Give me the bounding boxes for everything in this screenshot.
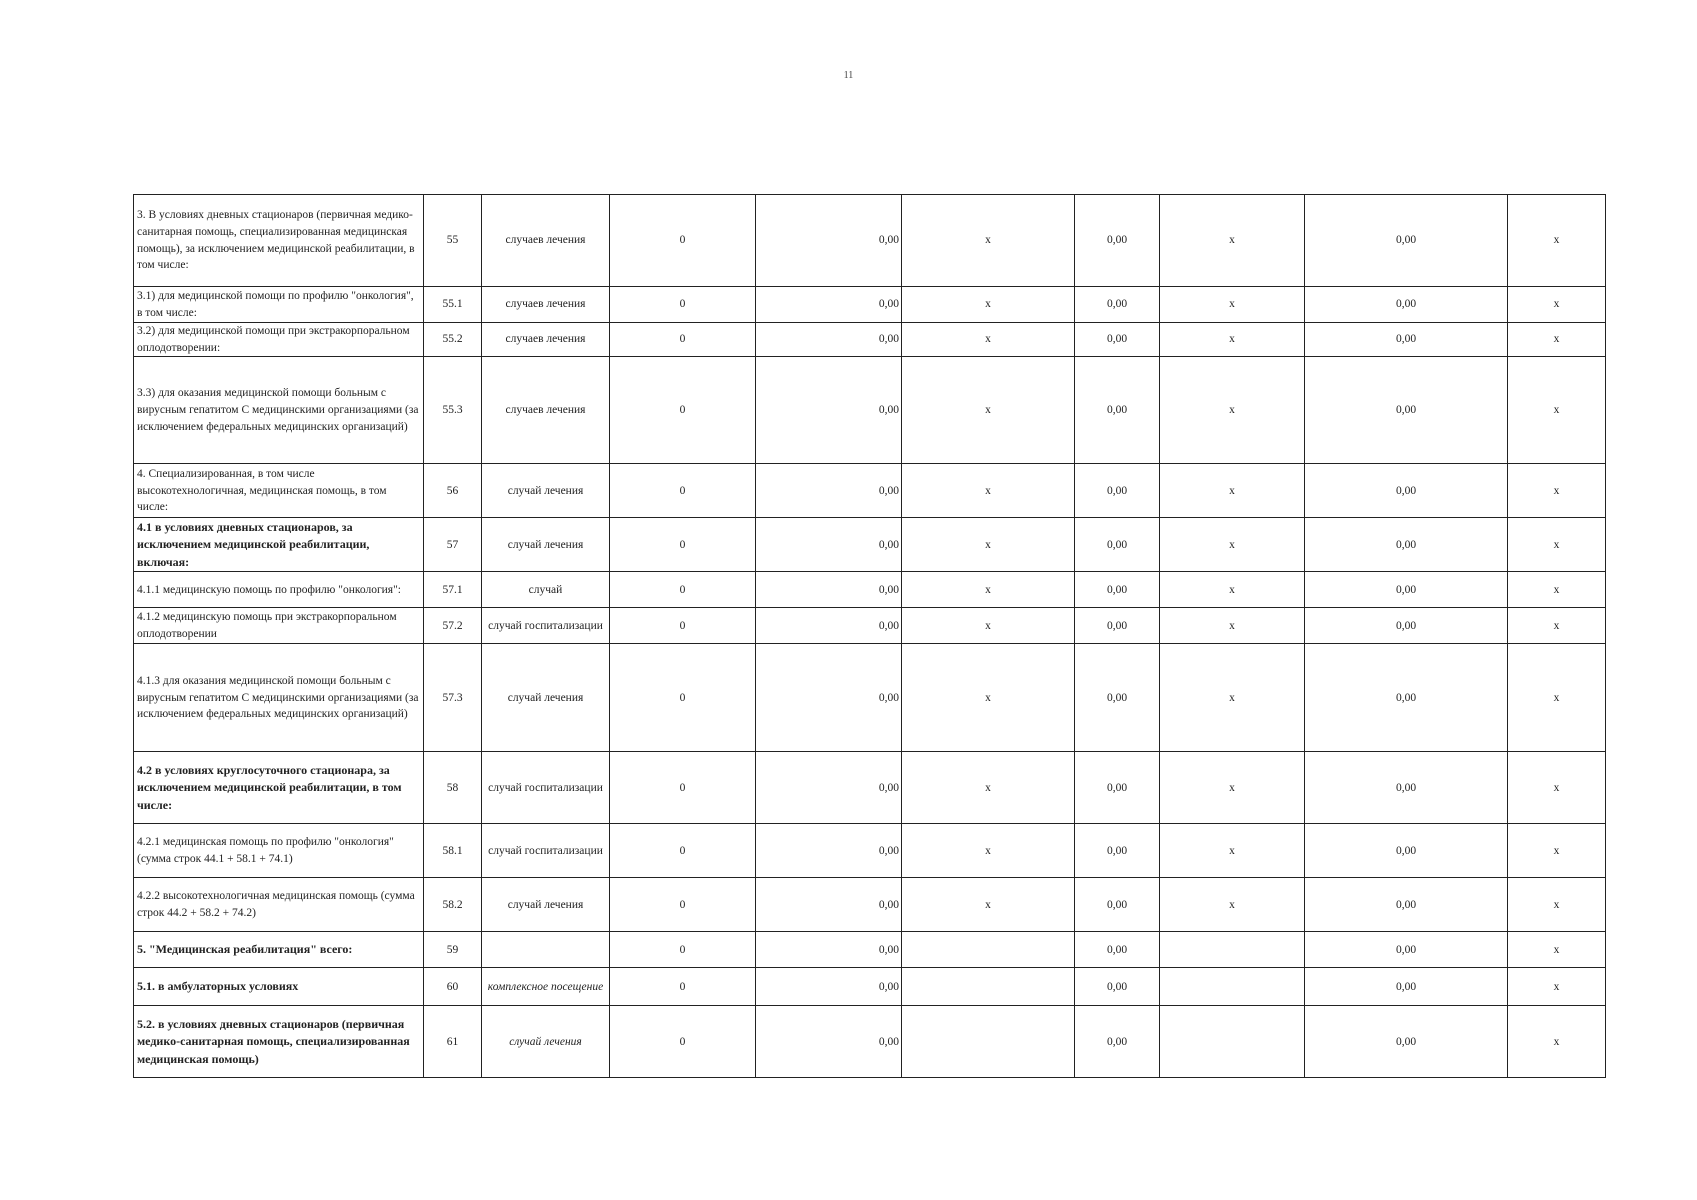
- row-value-5: 0,00: [756, 464, 902, 518]
- row-code: 61: [424, 1006, 482, 1078]
- row-value-6: x: [902, 323, 1075, 357]
- row-value-10: x: [1508, 357, 1606, 464]
- row-code: 59: [424, 932, 482, 968]
- row-name: 4.1.2 медицинскую помощь при экстракорпоральном оплодотворении: [134, 608, 424, 644]
- row-value-6: x: [902, 644, 1075, 752]
- row-value-4: 0: [610, 608, 756, 644]
- row-value-5: 0,00: [756, 518, 902, 572]
- row-value-8: x: [1160, 572, 1305, 608]
- row-value-8: x: [1160, 518, 1305, 572]
- row-name: 4.1.1 медицинскую помощь по профилю "онкология":: [134, 572, 424, 608]
- row-value-4: 0: [610, 572, 756, 608]
- row-code: 57: [424, 518, 482, 572]
- row-value-7: 0,00: [1075, 932, 1160, 968]
- row-value-9: 0,00: [1305, 824, 1508, 878]
- row-unit: случай: [482, 572, 610, 608]
- row-value-7: 0,00: [1075, 357, 1160, 464]
- row-value-10: x: [1508, 195, 1606, 287]
- row-name: 5.2. в условиях дневных стационаров (первичная медико-санитарная помощь, специализированная медицинская помощь): [134, 1006, 424, 1078]
- row-value-4: 0: [610, 464, 756, 518]
- row-value-10: x: [1508, 644, 1606, 752]
- row-code: 57.1: [424, 572, 482, 608]
- row-name: 4.2.2 высокотехнологичная медицинская помощь (сумма строк 44.2 + 58.2 + 74.2): [134, 878, 424, 932]
- row-value-8: x: [1160, 464, 1305, 518]
- row-value-6: x: [902, 357, 1075, 464]
- row-value-9: 0,00: [1305, 464, 1508, 518]
- row-value-9: 0,00: [1305, 357, 1508, 464]
- row-value-10: x: [1508, 824, 1606, 878]
- row-value-8: x: [1160, 752, 1305, 824]
- row-code: 55: [424, 195, 482, 287]
- row-unit: случай госпитализации: [482, 608, 610, 644]
- row-value-7: 0,00: [1075, 878, 1160, 932]
- table-body: [134, 195, 1606, 1078]
- table-row: [134, 824, 1606, 878]
- row-value-10: x: [1508, 752, 1606, 824]
- row-value-8: x: [1160, 287, 1305, 323]
- row-name: 3. В условиях дневных стационаров (первичная медико-санитарная помощь, специализированная медицинская помощь), за исключением медицинской реабилитации, в том числе:: [134, 195, 424, 287]
- row-value-9: 0,00: [1305, 518, 1508, 572]
- row-unit: случай лечения: [482, 1006, 610, 1078]
- row-value-8: x: [1160, 323, 1305, 357]
- table-row: [134, 464, 1606, 518]
- row-value-5: 0,00: [756, 752, 902, 824]
- row-unit: случай лечения: [482, 878, 610, 932]
- row-value-4: 0: [610, 824, 756, 878]
- row-value-5: 0,00: [756, 824, 902, 878]
- row-value-4: 0: [610, 287, 756, 323]
- row-value-5: 0,00: [756, 572, 902, 608]
- row-value-7: 0,00: [1075, 608, 1160, 644]
- row-unit: случаев лечения: [482, 323, 610, 357]
- row-name: 3.1) для медицинской помощи по профилю "онкология", в том числе:: [134, 287, 424, 323]
- table-row: [134, 644, 1606, 752]
- row-value-5: 0,00: [756, 357, 902, 464]
- row-unit: случай лечения: [482, 464, 610, 518]
- row-value-4: 0: [610, 518, 756, 572]
- row-value-9: 0,00: [1305, 608, 1508, 644]
- row-value-7: 0,00: [1075, 1006, 1160, 1078]
- row-name: 3.3) для оказания медицинской помощи больным с вирусным гепатитом С медицинскими организациями (за исключением федеральных медицинских организаций): [134, 357, 424, 464]
- row-code: 56: [424, 464, 482, 518]
- row-code: 57.2: [424, 608, 482, 644]
- row-value-10: x: [1508, 932, 1606, 968]
- row-value-10: x: [1508, 1006, 1606, 1078]
- row-value-9: 0,00: [1305, 572, 1508, 608]
- table-row: [134, 608, 1606, 644]
- row-value-5: 0,00: [756, 287, 902, 323]
- page-number: 11: [843, 70, 854, 81]
- row-value-6: x: [902, 195, 1075, 287]
- row-value-8: x: [1160, 644, 1305, 752]
- row-value-5: 0,00: [756, 195, 902, 287]
- row-code: 60: [424, 968, 482, 1006]
- row-value-4: 0: [610, 323, 756, 357]
- row-code: 57.3: [424, 644, 482, 752]
- row-name: 4.1.3 для оказания медицинской помощи больным с вирусным гепатитом С медицинскими организациями (за исключением федеральных медицинских организаций): [134, 644, 424, 752]
- row-unit: случай лечения: [482, 644, 610, 752]
- row-name: 4. Специализированная, в том числе высокотехнологичная, медицинская помощь, в том числе:: [134, 464, 424, 518]
- row-value-10: x: [1508, 878, 1606, 932]
- row-unit: случай госпитализации: [482, 824, 610, 878]
- row-value-4: 0: [610, 195, 756, 287]
- row-value-8: x: [1160, 878, 1305, 932]
- row-value-8: [1160, 968, 1305, 1006]
- row-name: 5. "Медицинская реабилитация" всего:: [134, 932, 424, 968]
- table-row: [134, 357, 1606, 464]
- row-value-4: 0: [610, 644, 756, 752]
- row-value-4: 0: [610, 878, 756, 932]
- row-value-7: 0,00: [1075, 968, 1160, 1006]
- row-value-7: 0,00: [1075, 464, 1160, 518]
- row-code: 58.2: [424, 878, 482, 932]
- table-row: [134, 518, 1606, 572]
- row-value-10: x: [1508, 518, 1606, 572]
- table-row: [134, 968, 1606, 1006]
- row-value-6: x: [902, 572, 1075, 608]
- row-value-5: 0,00: [756, 932, 902, 968]
- row-value-7: 0,00: [1075, 752, 1160, 824]
- row-unit: [482, 932, 610, 968]
- row-value-6: x: [902, 608, 1075, 644]
- table-row: [134, 572, 1606, 608]
- row-value-10: x: [1508, 572, 1606, 608]
- row-value-8: x: [1160, 195, 1305, 287]
- row-value-6: [902, 1006, 1075, 1078]
- row-value-9: 0,00: [1305, 932, 1508, 968]
- row-value-7: 0,00: [1075, 518, 1160, 572]
- row-name: 3.2) для медицинской помощи при экстракорпоральном оплодотворении:: [134, 323, 424, 357]
- row-value-8: [1160, 1006, 1305, 1078]
- row-value-6: x: [902, 878, 1075, 932]
- row-value-9: 0,00: [1305, 752, 1508, 824]
- table-row: [134, 932, 1606, 968]
- row-value-9: 0,00: [1305, 968, 1508, 1006]
- row-value-7: 0,00: [1075, 323, 1160, 357]
- row-value-7: 0,00: [1075, 824, 1160, 878]
- row-value-8: x: [1160, 824, 1305, 878]
- row-value-7: 0,00: [1075, 195, 1160, 287]
- row-value-9: 0,00: [1305, 323, 1508, 357]
- table-row: [134, 878, 1606, 932]
- row-code: 55.2: [424, 323, 482, 357]
- row-value-6: [902, 968, 1075, 1006]
- table-row: [134, 323, 1606, 357]
- row-value-10: x: [1508, 464, 1606, 518]
- row-code: 55.1: [424, 287, 482, 323]
- row-value-10: x: [1508, 608, 1606, 644]
- table-row: [134, 195, 1606, 287]
- row-value-7: 0,00: [1075, 644, 1160, 752]
- row-value-7: 0,00: [1075, 287, 1160, 323]
- row-value-9: 0,00: [1305, 1006, 1508, 1078]
- row-value-6: x: [902, 518, 1075, 572]
- row-name: 4.2.1 медицинская помощь по профилю "онкология" (сумма строк 44.1 + 58.1 + 74.1): [134, 824, 424, 878]
- row-value-5: 0,00: [756, 1006, 902, 1078]
- row-value-6: x: [902, 464, 1075, 518]
- row-value-9: 0,00: [1305, 644, 1508, 752]
- row-value-10: x: [1508, 323, 1606, 357]
- table-row: [134, 752, 1606, 824]
- row-value-4: 0: [610, 932, 756, 968]
- row-value-4: 0: [610, 968, 756, 1006]
- row-unit: случаев лечения: [482, 357, 610, 464]
- table-row: [134, 287, 1606, 323]
- row-value-8: x: [1160, 357, 1305, 464]
- row-name: 4.1 в условиях дневных стационаров, за исключением медицинской реабилитации, включая:: [134, 518, 424, 572]
- row-value-5: 0,00: [756, 968, 902, 1006]
- row-value-6: x: [902, 752, 1075, 824]
- table-row: [134, 1006, 1606, 1078]
- row-value-9: 0,00: [1305, 878, 1508, 932]
- row-value-6: [902, 932, 1075, 968]
- row-value-7: 0,00: [1075, 572, 1160, 608]
- row-value-6: x: [902, 287, 1075, 323]
- row-unit: комплексное посещение: [482, 968, 610, 1006]
- row-unit: случаев лечения: [482, 195, 610, 287]
- row-value-5: 0,00: [756, 878, 902, 932]
- row-value-4: 0: [610, 1006, 756, 1078]
- row-name: 4.2 в условиях круглосуточного стационара, за исключением медицинской реабилитации, в том числе:: [134, 752, 424, 824]
- row-unit: случай лечения: [482, 518, 610, 572]
- indicator-table: [133, 194, 1606, 1078]
- row-name: 5.1. в амбулаторных условиях: [134, 968, 424, 1006]
- row-code: 55.3: [424, 357, 482, 464]
- row-code: 58: [424, 752, 482, 824]
- row-value-10: x: [1508, 968, 1606, 1006]
- row-value-6: x: [902, 824, 1075, 878]
- row-code: 58.1: [424, 824, 482, 878]
- row-value-5: 0,00: [756, 608, 902, 644]
- row-value-5: 0,00: [756, 644, 902, 752]
- row-unit: случай госпитализации: [482, 752, 610, 824]
- row-value-8: [1160, 932, 1305, 968]
- row-value-10: x: [1508, 287, 1606, 323]
- row-value-9: 0,00: [1305, 287, 1508, 323]
- row-value-9: 0,00: [1305, 195, 1508, 287]
- row-value-4: 0: [610, 357, 756, 464]
- row-value-5: 0,00: [756, 323, 902, 357]
- row-unit: случаев лечения: [482, 287, 610, 323]
- row-value-4: 0: [610, 752, 756, 824]
- row-value-8: x: [1160, 608, 1305, 644]
